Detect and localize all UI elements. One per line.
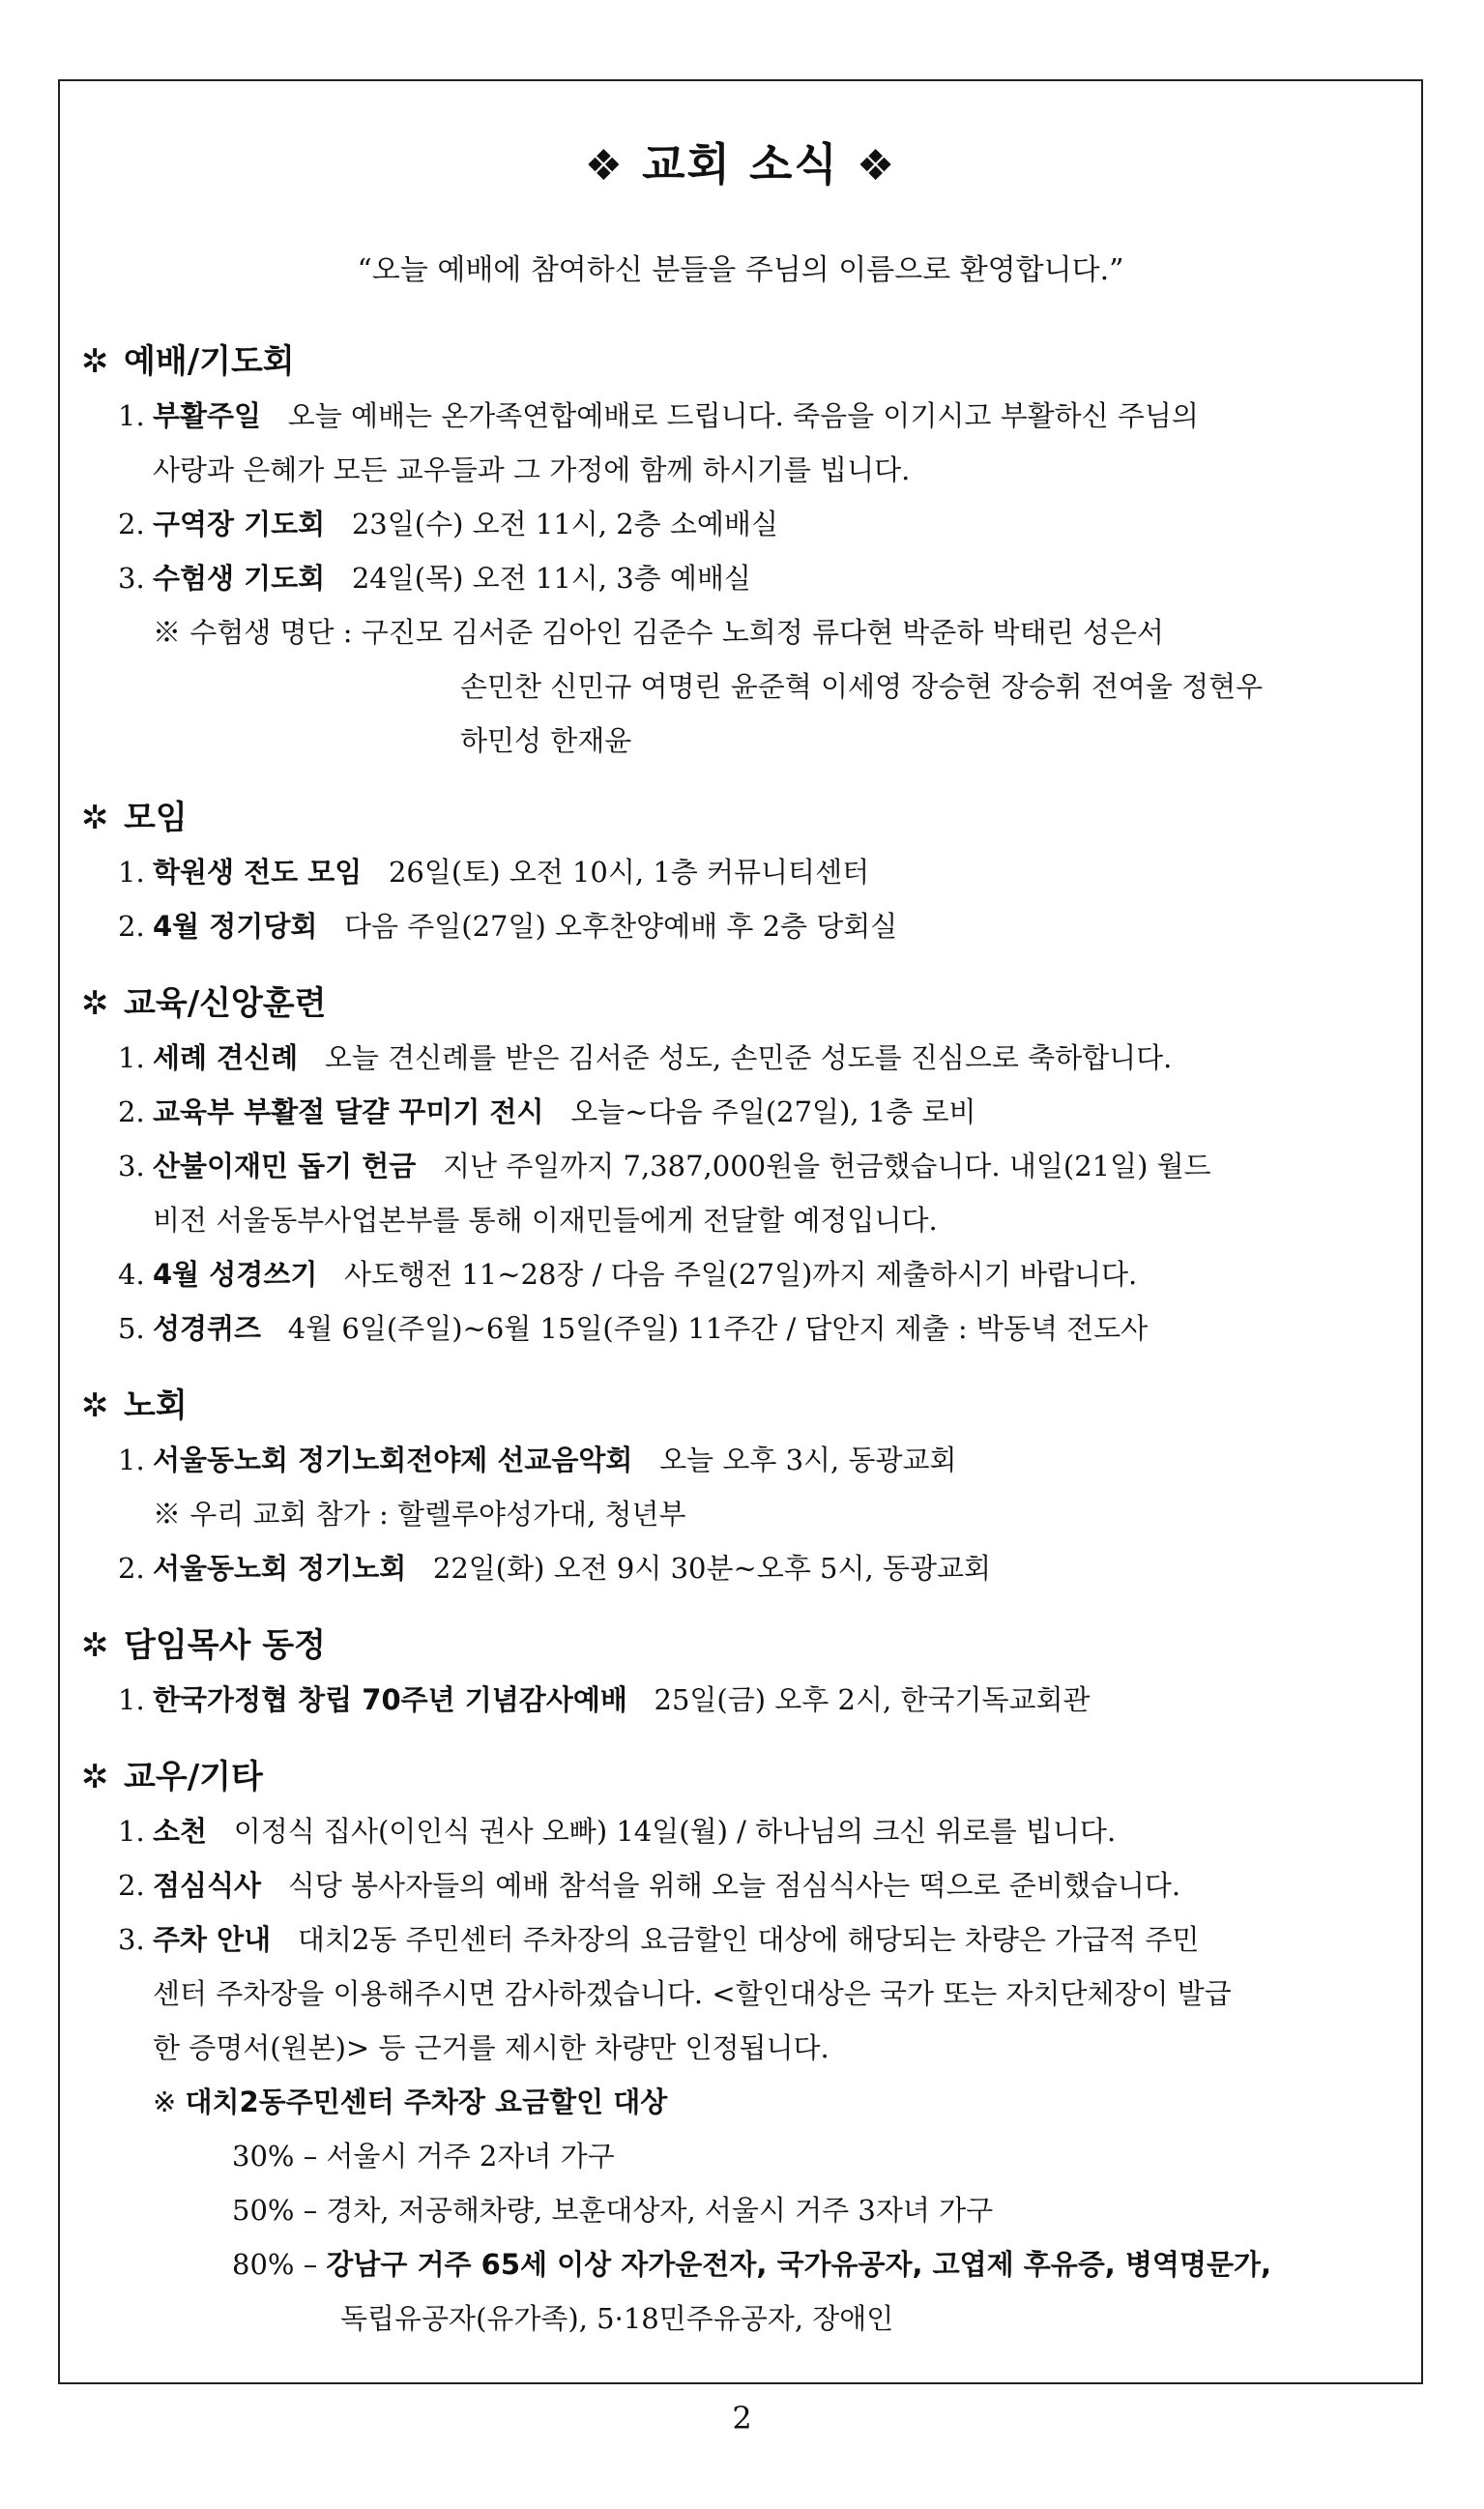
asterisk-icon: ✲ (81, 799, 109, 837)
note-line: ※ 우리 교회 참가 : 할렐루야성가대, 청년부 (153, 1498, 686, 1531)
page-number: 2 (732, 2400, 752, 2436)
discount-line: 30% – 서울시 거주 2자녀 가구 (232, 2140, 615, 2173)
asterisk-icon: ✲ (81, 342, 109, 381)
section-heading: ✲ 교육/신앙훈련 (81, 977, 1406, 1031)
section-heading: ✲ 노회 (81, 1379, 1406, 1433)
asterisk-icon: ✲ (81, 1386, 109, 1425)
discount-line: 50% – 경차, 저공해차량, 보훈대상자, 서울시 거주 3자녀 가구 (232, 2194, 994, 2227)
list-item: 2. 서울동노회 정기노회 22일(화) 오전 9시 30분~오후 5시, 동광교회 (118, 1552, 992, 1585)
discount-line-continuation: 독립유공자(유가족), 5·18민주유공자, 장애인 (340, 2302, 894, 2335)
names-line: 손민찬 신민규 여명린 윤준혁 이세영 장승현 장승휘 전여울 정현우 (460, 670, 1264, 703)
diamond-ornament-icon: ❖ (584, 141, 626, 190)
list-item: 2. 구역장 기도회 23일(수) 오전 11시, 2층 소예배실 (118, 508, 778, 540)
list-item: 2. 교육부 부활절 달걀 꾸미기 전시 오늘~다음 주일(27일), 1층 로비 (118, 1095, 976, 1128)
list-item-continuation: 센터 주차장을 이용해주시면 감사하겠습니다. <할인대상은 국가 또는 자치단체장이 발급 (153, 1977, 1232, 2010)
section-heading: ✲ 교우/기타 (81, 1750, 1406, 1804)
news-body (81, 335, 1406, 2346)
page-title (60, 130, 1421, 193)
list-item: 2. 4월 정기당회 다음 주일(27일) 오후찬양예배 후 2층 당회실 (118, 910, 898, 943)
note-line: ※ 수험생 명단 : 구진모 김서준 김아인 김준수 노희정 류다현 박준하 박태린 성은서 (153, 616, 1164, 649)
section-heading: ✲ 모임 (81, 791, 1406, 845)
list-item: 1. 소천 이정식 집사(이인식 권사 오빠) 14일(월) / 하나님의 크신 위로를 빕니다. (118, 1815, 1117, 1848)
reference-mark-icon: ※ (153, 616, 182, 649)
list-item: 1. 학원생 전도 모임 26일(토) 오전 10시, 1층 커뮤니티센터 (118, 856, 870, 889)
list-item: 3. 주차 안내 대치2동 주민센터 주차장의 요금할인 대상에 해당되는 차량은 가급적 주민 (118, 1923, 1200, 1956)
list-item: 3. 수험생 기도회 24일(목) 오전 11시, 3층 예배실 (118, 562, 751, 595)
list-item: 1. 서울동노회 정기노회전야제 선교음악회 오늘 오후 3시, 동광교회 (118, 1444, 957, 1476)
section-heading: ✲ 담임목사 동정 (81, 1619, 1406, 1673)
note-line: ※ 대치2동주민센터 주차장 요금할인 대상 (153, 2086, 668, 2118)
names-line: 하민성 한재윤 (460, 724, 632, 757)
list-item-continuation: 사랑과 은혜가 모든 교우들과 그 가정에 함께 하시기를 빕니다. (153, 453, 911, 486)
title-text: 교회 소식 (642, 138, 839, 190)
reference-mark-icon: ※ (153, 1498, 182, 1531)
asterisk-icon: ✲ (81, 1758, 109, 1796)
diamond-ornament-icon: ❖ (856, 141, 897, 190)
reference-mark-icon: ※ (153, 2086, 177, 2118)
list-item-continuation: 비전 서울동부사업본부를 통해 이재민들에게 전달할 예정입니다. (153, 1204, 938, 1237)
list-item: 2. 점심식사 식당 봉사자들의 예배 참석을 위해 오늘 점심식사는 떡으로 준비했습니다. (118, 1869, 1181, 1902)
asterisk-icon: ✲ (81, 984, 109, 1023)
welcome-message: “오늘 예배에 참여하신 분들을 주님의 이름으로 환영합니다.” (357, 253, 1124, 287)
list-item: 5. 성경퀴즈 4월 6일(주일)~6월 15일(주일) 11주간 / 답안지 제출 : 박동녁 전도사 (118, 1312, 1149, 1345)
list-item: 4. 4월 성경쓰기 사도행전 11~28장 / 다음 주일(27일)까지 제출하시기 바랍니다. (118, 1258, 1138, 1291)
list-item-continuation: 한 증명서(원본)> 등 근거를 제시한 차량만 인정됩니다. (153, 2031, 829, 2064)
list-item: 1. 부활주일 오늘 예배는 온가족연합예배로 드립니다. 죽음을 이기시고 부활하신 주님의 (118, 399, 1199, 432)
list-item: 1. 한국가정협 창립 70주년 기념감사예배 25일(금) 오후 2시, 한국기독교회관 (118, 1683, 1091, 1716)
bulletin-frame (58, 79, 1423, 2384)
discount-line: 80% – 강남구 거주 65세 이상 자가운전자, 국가유공자, 고엽제 후유증, 병역명문가, (232, 2248, 1272, 2281)
section-heading: ✲ 예배/기도회 (81, 335, 1406, 389)
list-item: 1. 세례 견신례 오늘 견신례를 받은 김서준 성도, 손민준 성도를 진심으로 축하합니다. (118, 1041, 1173, 1074)
list-item: 3. 산불이재민 돕기 헌금 지난 주일까지 7,387,000원을 헌금했습니다. 내일(21일) 월드 (118, 1150, 1211, 1182)
asterisk-icon: ✲ (81, 1626, 109, 1665)
